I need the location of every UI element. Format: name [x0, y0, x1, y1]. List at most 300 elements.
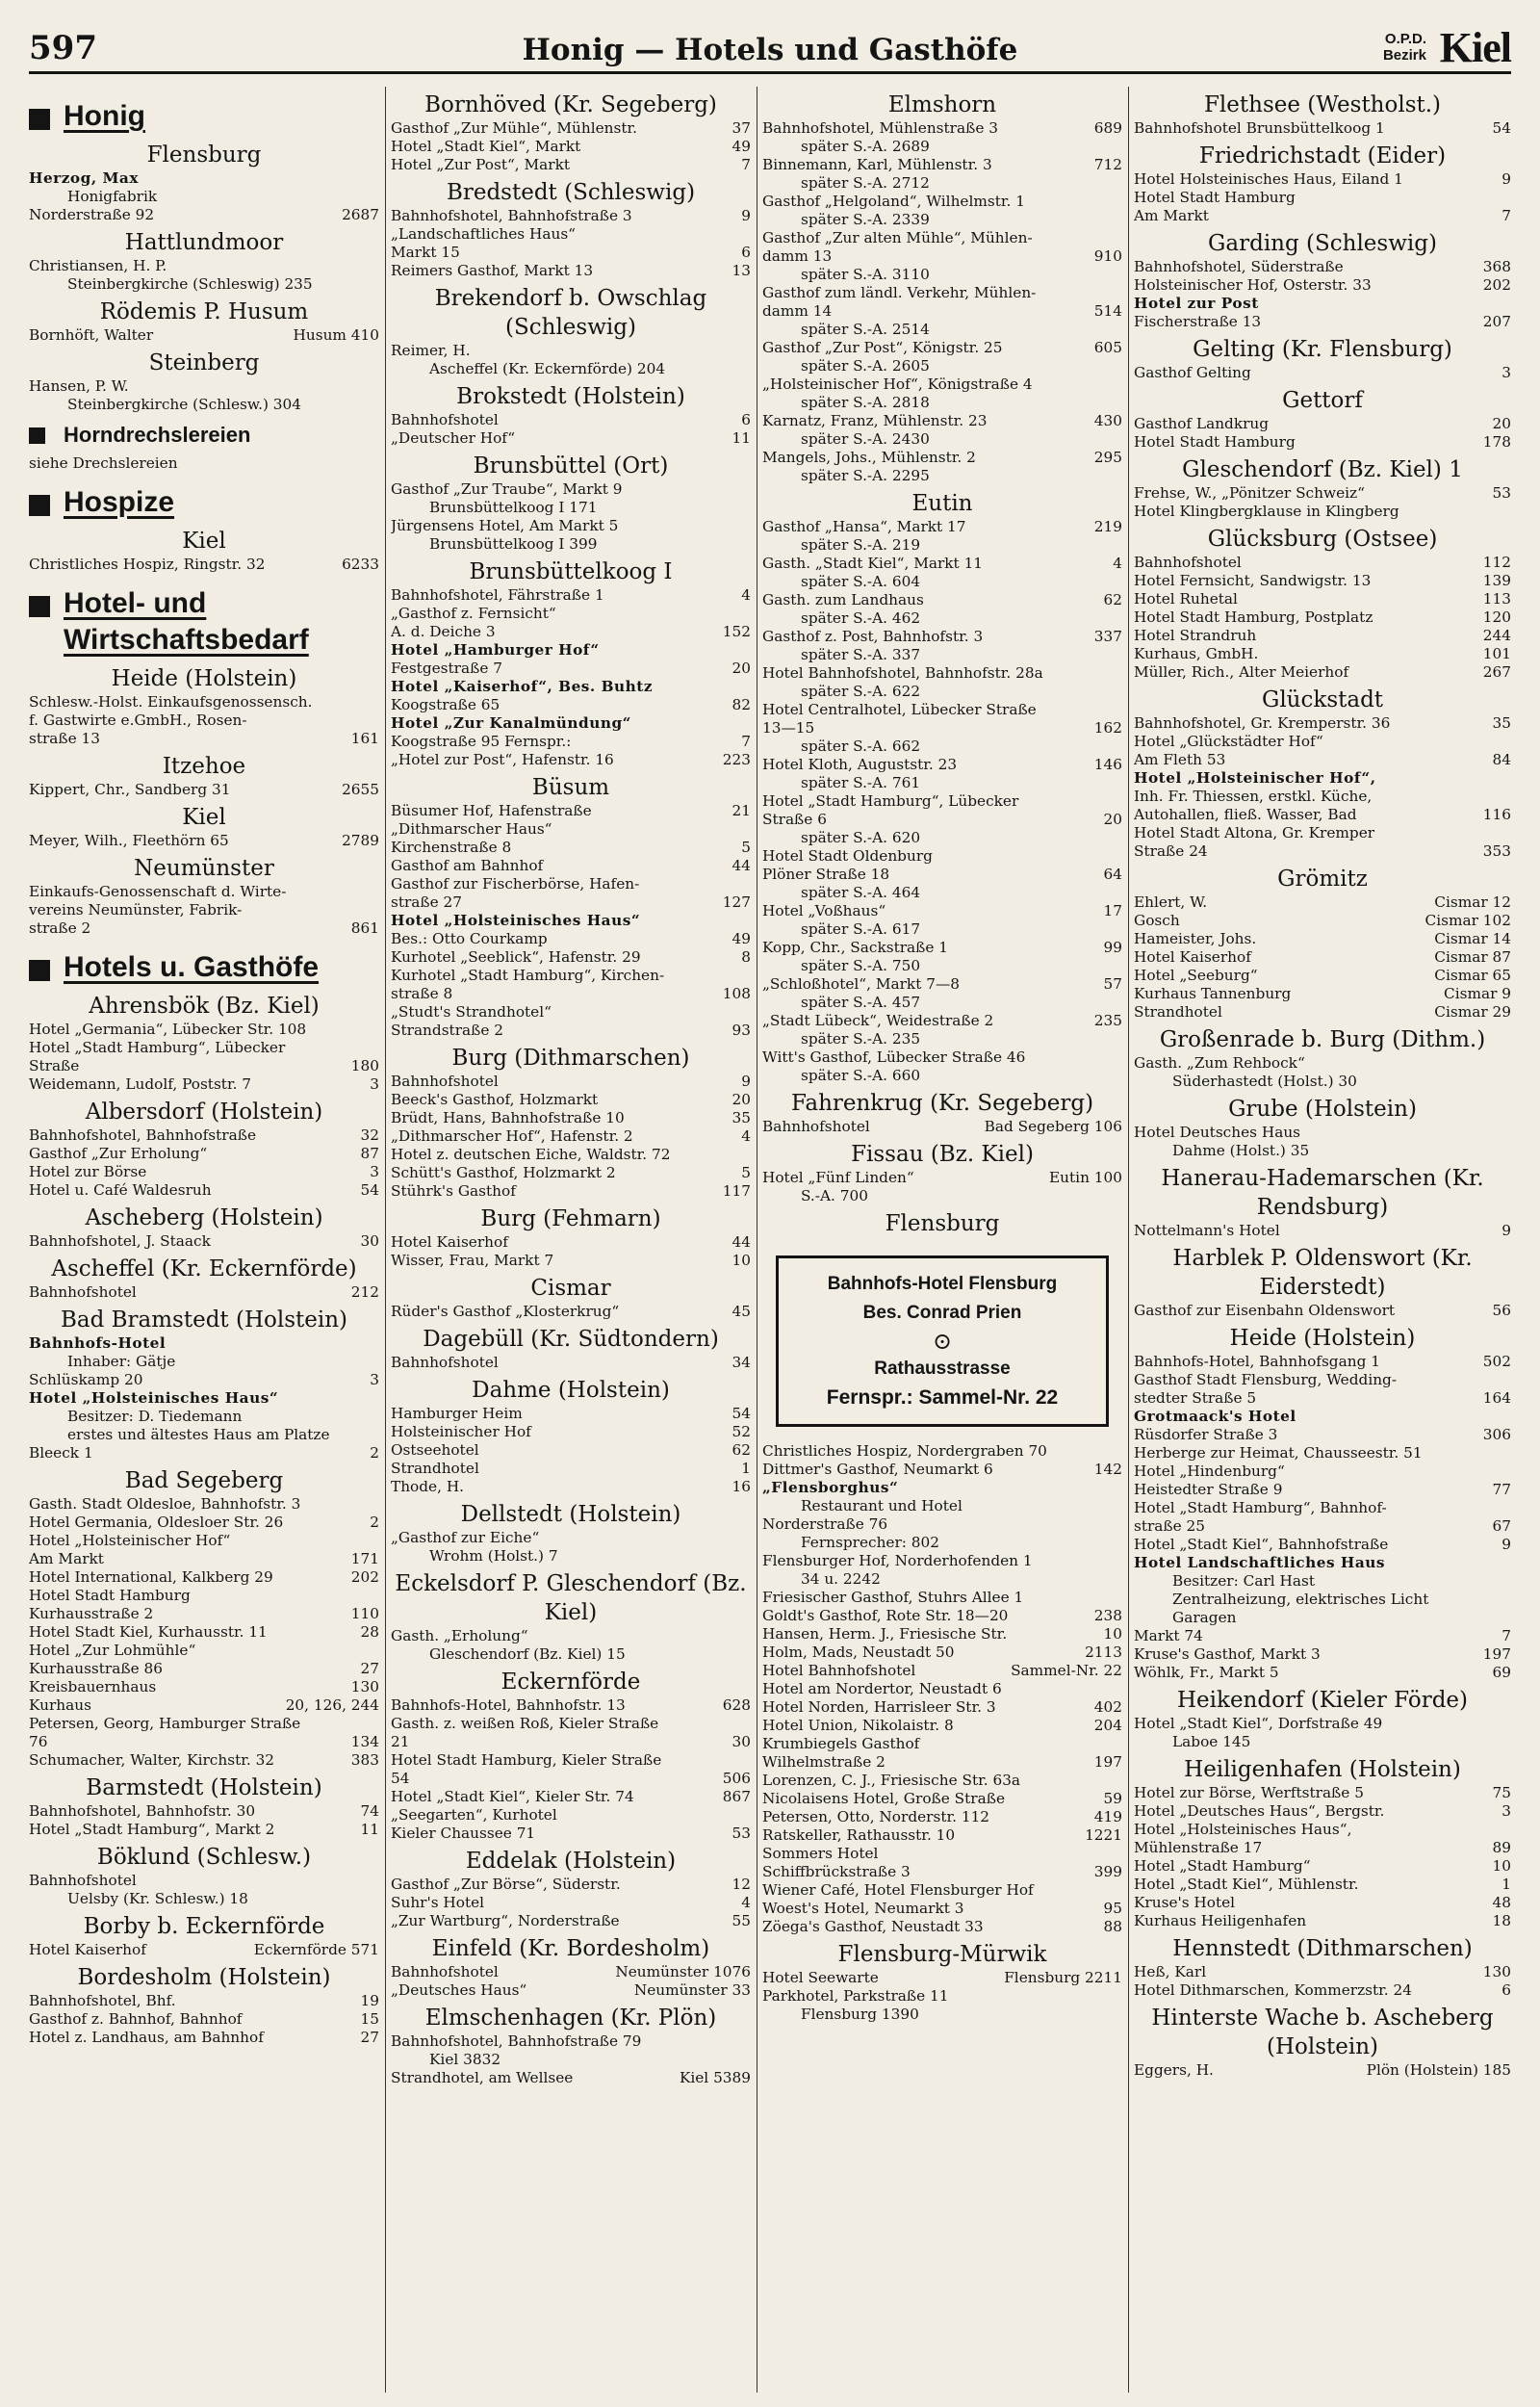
listing-row — [391, 207, 751, 225]
listing-name: Am Markt — [1134, 207, 1209, 224]
listing-phone: 9 — [1502, 170, 1511, 188]
town-heading: Kiel — [182, 529, 226, 554]
town-heading: Hattlundmoor — [124, 230, 284, 255]
listing-name: 76 — [29, 1733, 48, 1750]
listing-detail: Besitzer: D. Tiedemann — [67, 1408, 243, 1425]
listing-name: Hotel Strandruh — [1134, 627, 1257, 644]
town-heading: Glückstadt — [1261, 687, 1384, 712]
listing-row — [762, 284, 1122, 302]
listing-phone: 20 — [1492, 415, 1511, 432]
listing-row — [391, 1303, 751, 1321]
listing-row — [391, 623, 751, 641]
town-heading: Glücksburg (Ostsee) — [1207, 527, 1438, 552]
listing-row — [762, 1589, 1122, 1607]
listing-row — [1134, 503, 1511, 521]
listing-name: Hotel Stadt Hamburg, Kieler Straße — [391, 1751, 662, 1769]
listing-phone: 368 — [1482, 258, 1511, 275]
listing-row — [29, 1145, 379, 1163]
listing-row — [762, 1717, 1122, 1735]
listing-row — [29, 1802, 379, 1821]
listing-phone: 353 — [1482, 842, 1511, 860]
listing-row — [762, 1118, 1122, 1136]
listing-name: Hotel „Stadt Kiel“, Bahnhofstraße — [1134, 1536, 1389, 1553]
listing-phone: 689 — [1093, 119, 1122, 137]
town-heading: Büsum — [531, 775, 610, 800]
listing-name: 21 — [391, 1733, 410, 1750]
listing-phone: 9 — [1502, 1222, 1511, 1239]
listing-detail: erstes und ältestes Haus am Platze — [67, 1426, 330, 1443]
listing-name: Heistedter Straße 9 — [1134, 1481, 1283, 1498]
listing-name: Autohallen, fließ. Wasser, Bad — [1134, 806, 1357, 823]
listing-row — [391, 1182, 751, 1201]
listing-phone: 27 — [360, 1660, 379, 1677]
listing-phone: 9 — [741, 1073, 751, 1090]
listing-row — [762, 1790, 1122, 1808]
listing-phone: 1221 — [1085, 1826, 1122, 1844]
listing-row — [1134, 1054, 1511, 1073]
listing-phone: 93 — [732, 1022, 751, 1039]
listing-name: Hotel „Glückstädter Hof“ — [1134, 733, 1323, 750]
listing-row — [29, 169, 379, 188]
listing-phone: 134 — [350, 1733, 379, 1750]
ad-hotel-name: Bahnhofs-Hotel Flensburg — [827, 1274, 1058, 1294]
listing-row — [391, 1127, 751, 1146]
listing-phone: 77 — [1492, 1481, 1511, 1498]
listing-row — [762, 156, 1122, 174]
town-heading: Böklund (Schlesw.) — [96, 1845, 312, 1870]
listing-row — [29, 377, 379, 396]
listing-row — [1134, 364, 1511, 382]
town-heading: Elmshorn — [887, 92, 997, 117]
listing-detail: später S.-A. 2339 — [801, 211, 930, 228]
listing-phone: 5 — [741, 1164, 751, 1181]
listing-name: Bes.: Otto Courkamp — [391, 930, 548, 947]
listing-name: Nicolaisens Hotel, Große Straße — [762, 1790, 1005, 1807]
listing-name: „Dithmarscher Haus“ — [391, 820, 552, 838]
listing-name: Bahnhofshotel — [1134, 554, 1242, 571]
listing-phone: 28 — [360, 1623, 379, 1641]
town-heading: Großenrade b. Burg (Dithm.) — [1159, 1027, 1486, 1052]
ad-ornament-icon: ⊙ — [932, 1328, 953, 1355]
listing-detail: später S.-A. 3110 — [801, 266, 930, 283]
listing-name: Gasthof „Zur alten Mühle“, Mühlen- — [762, 229, 1033, 246]
listing-row — [391, 1806, 751, 1825]
listing-phone: 2 — [370, 1444, 379, 1462]
listing-row — [391, 930, 751, 948]
listing-row — [29, 1021, 379, 1039]
listing-row — [391, 1252, 751, 1270]
listing-row — [1134, 1784, 1511, 1802]
listing-phone: 4 — [741, 586, 751, 604]
listing-phone: 506 — [722, 1770, 751, 1787]
listing-name: Petersen, Otto, Norderstr. 112 — [762, 1808, 990, 1825]
listing-name: Herberge zur Heimat, Chausseestr. 51 — [1134, 1444, 1423, 1462]
listing-phone: 3 — [370, 1371, 379, 1388]
listing-row — [762, 1662, 1122, 1680]
column-1 — [29, 87, 379, 2393]
listing-name: Gasthof z. Bahnhof, Bahnhof — [29, 2010, 243, 2028]
listing-row — [1134, 1499, 1511, 1517]
listing-phone: 7 — [1502, 207, 1511, 224]
listing-name: Gasth. zum Landhaus — [762, 591, 924, 608]
listing-phone: 45 — [732, 1303, 751, 1320]
town-heading: Gettorf — [1282, 388, 1363, 413]
listing-row — [762, 1918, 1122, 1936]
listing-name: „Gasthof zur Eiche“ — [391, 1529, 540, 1546]
listing-phone: 32 — [360, 1126, 379, 1144]
listing-phone: Plön (Holstein) 185 — [1366, 2061, 1511, 2079]
column-divider — [385, 87, 386, 2393]
listing-name: Kurhaus Tannenburg — [1134, 985, 1292, 1002]
listing-name: Friesischer Gasthof, Stuhrs Allee 1 — [762, 1589, 1024, 1606]
listing-detail: Flensburg 1390 — [801, 2006, 919, 2023]
listing-phone: 56 — [1492, 1302, 1511, 1319]
listing-phone: 9 — [1502, 1536, 1511, 1553]
listing-phone: 202 — [350, 1568, 379, 1586]
listing-name: Bahnhofshotel Brunsbüttelkoog 1 — [1134, 119, 1385, 137]
listing-phone: 55 — [732, 1912, 751, 1929]
listing-name: Hotel Stadt Altona, Gr. Kremper — [1134, 824, 1375, 841]
listing-name: Hotel Bahnhofshotel — [762, 1662, 916, 1679]
listing-row — [1134, 1124, 1511, 1142]
listing-row — [762, 1479, 1122, 1497]
listing-phone: 108 — [722, 985, 751, 1002]
listing-row — [1134, 433, 1511, 452]
town-heading: Eckernförde — [500, 1669, 641, 1695]
listing-detail: später S.-A. 750 — [801, 957, 921, 974]
listing-row — [1134, 1821, 1511, 1839]
town-heading: Eckelsdorf P. Gleschendorf (Bz. Kiel) — [395, 1571, 747, 1625]
listing-row — [762, 449, 1122, 467]
listing-detail: Honigfabrik — [67, 188, 158, 205]
listing-row — [391, 225, 751, 244]
town-heading: Bredstedt (Schleswig) — [446, 180, 696, 205]
listing-name: Hotel „Stadt Hamburg“, Lübecker — [762, 792, 1019, 810]
listing-phone: 5 — [741, 839, 751, 856]
listing-detail: später S.-A. 617 — [801, 920, 921, 938]
listing-phone: 3 — [370, 1163, 379, 1180]
listing-row — [762, 412, 1122, 430]
listing-name: Gasth. z. weißen Roß, Kieler Straße — [391, 1715, 659, 1732]
listing-row — [1134, 189, 1511, 207]
listing-name: Kreisbauernhaus — [29, 1678, 157, 1695]
listing-phone: 48 — [1492, 1894, 1511, 1911]
listing-phone: 337 — [1093, 628, 1122, 645]
listing-name: Norderstraße 92 — [29, 206, 155, 223]
listing-phone: 910 — [1093, 247, 1122, 265]
listing-row — [1134, 554, 1511, 572]
listing-name: Kurhaus — [29, 1696, 91, 1714]
listing-row — [1134, 608, 1511, 627]
listing-name: Bahnhofshotel, Gr. Kremperstr. 36 — [1134, 714, 1391, 732]
listing-row — [391, 1233, 751, 1252]
listing-name: Hotel zur Börse, Werftstraße 5 — [1134, 1784, 1364, 1801]
listing-name: Hotel z. Landhaus, am Bahnhof — [29, 2029, 264, 2046]
listing-detail: Uelsby (Kr. Schlesw.) 18 — [67, 1890, 248, 1907]
listing-phone: 223 — [722, 751, 751, 768]
listing-row — [762, 847, 1122, 866]
town-heading: Bornhöved (Kr. Segeberg) — [424, 92, 717, 117]
listing-row — [391, 1788, 751, 1806]
listing-row — [1134, 572, 1511, 590]
listing-phone: 20 — [732, 660, 751, 677]
listing-row — [391, 820, 751, 839]
listing-phone: 402 — [1093, 1698, 1122, 1716]
listing-phone: 113 — [1482, 590, 1511, 608]
listing-row — [1134, 627, 1511, 645]
listing-row — [29, 1057, 379, 1075]
listing-detail: Garagen — [1172, 1609, 1237, 1626]
listing-name: Bahnhofshotel, Bahnhofstraße 3 — [391, 207, 632, 224]
listing-row — [29, 1181, 379, 1200]
listing-name: „Schloßhotel“, Markt 7—8 — [762, 975, 960, 993]
listing-row — [1134, 788, 1511, 806]
town-heading: Bad Bramstedt (Holstein) — [60, 1307, 348, 1333]
listing-row — [1134, 1894, 1511, 1912]
listing-name: Dittmer's Gasthof, Neumarkt 6 — [762, 1461, 993, 1478]
listing-phone: 13 — [732, 262, 751, 279]
listing-row — [762, 229, 1122, 247]
listing-row — [29, 1444, 379, 1462]
listing-phone: 204 — [1093, 1717, 1122, 1734]
listing-phone: 712 — [1093, 156, 1122, 173]
listing-row — [29, 883, 379, 901]
listing-row — [1134, 769, 1511, 788]
listing-phone: 306 — [1482, 1426, 1511, 1443]
listing-name: Zöega's Gasthof, Neustadt 33 — [762, 1918, 984, 1935]
listing-row — [762, 375, 1122, 394]
listing-phone: 267 — [1482, 663, 1511, 681]
listing-name: Karnatz, Franz, Mühlenstr. 23 — [762, 412, 988, 429]
town-heading: Dagebüll (Kr. Südtondern) — [423, 1327, 719, 1352]
listing-row — [29, 1568, 379, 1587]
listing-name: Reimers Gasthof, Markt 13 — [391, 262, 594, 279]
listing-name: Grotmaack's Hotel — [1134, 1408, 1296, 1425]
listing-detail: Zentralheizung, elektrisches Licht — [1172, 1591, 1429, 1608]
town-heading: Brunsbüttelkoog I — [469, 559, 673, 584]
listing-name: Stührk's Gasthof — [391, 1182, 516, 1200]
listing-row — [762, 1753, 1122, 1772]
section-heading — [29, 98, 379, 135]
listing-row — [29, 1514, 379, 1532]
listing-name: Kurhotel „Seeblick“, Hafenstr. 29 — [391, 948, 641, 966]
listing-row — [391, 1912, 751, 1930]
listing-phone: 861 — [350, 919, 379, 937]
listing-name: Bahnhofshotel — [29, 1283, 137, 1301]
listing-name: Bahnhofshotel, Bahnhofstraße — [29, 1126, 257, 1144]
listing-row — [29, 1371, 379, 1389]
listing-name: Beeck's Gasthof, Holzmarkt — [391, 1091, 599, 1108]
listing-name: Kopp, Chr., Sackstraße 1 — [762, 939, 949, 956]
listing-phone: 1 — [741, 1460, 751, 1477]
listing-detail: später S.-A. 2605 — [801, 357, 930, 375]
listing-detail: später S.-A. 2689 — [801, 138, 930, 155]
listing-row — [391, 2032, 751, 2051]
listing-row — [1134, 893, 1511, 912]
listing-name: Hotel Union, Nikolaistr. 8 — [762, 1717, 954, 1734]
listing-name: Mühlenstraße 17 — [1134, 1839, 1263, 1856]
town-heading: Eutin — [911, 491, 973, 516]
town-heading: Grube (Holstein) — [1228, 1097, 1417, 1122]
town-heading: Kiel — [182, 805, 226, 830]
listing-row — [1134, 1627, 1511, 1645]
listing-name: Hotel „Zur Lohmühle“ — [29, 1642, 196, 1659]
listing-name: Hotel zur Post — [1134, 295, 1259, 312]
listing-name: Müller, Rich., Alter Meierhof — [1134, 663, 1349, 681]
listing-name: Strandhotel, am Wellsee — [391, 2069, 574, 2086]
listing-phone: 53 — [732, 1825, 751, 1842]
listing-name: straße 25 — [1134, 1517, 1206, 1535]
listing-row — [29, 1232, 379, 1251]
listing-name: Hotel Stadt Hamburg, Postplatz — [1134, 608, 1373, 626]
listing-phone: 2687 — [342, 206, 379, 223]
listing-phone: Kiel 5389 — [679, 2069, 751, 2086]
listing-name: Hotel „Stadt Kiel“, Dorfstraße 49 — [1134, 1715, 1383, 1732]
listing-row — [1134, 1003, 1511, 1022]
listing-name: Einkaufs-Genossenschaft d. Wirte- — [29, 883, 287, 900]
listing-detail: Laboe 145 — [1172, 1733, 1251, 1750]
listing-name: „Stadt Lübeck“, Weidestraße 2 — [762, 1012, 994, 1029]
column-4 — [1134, 87, 1511, 2393]
listing-phone: 67 — [1492, 1517, 1511, 1535]
listing-phone: 127 — [722, 893, 751, 911]
listing-phone: 59 — [1103, 1790, 1122, 1807]
listing-row — [1134, 842, 1511, 861]
listing-detail: später S.-A. 604 — [801, 573, 921, 590]
listing-name: „Hotel zur Post“, Hafenstr. 16 — [391, 751, 614, 768]
listing-name: „Deutsches Haus“ — [391, 1981, 527, 1999]
listing-row — [1134, 258, 1511, 276]
town-heading: Cismar — [530, 1276, 611, 1301]
town-heading: Neumünster — [134, 856, 274, 881]
page-number: 597 — [29, 29, 97, 67]
listing-row — [1134, 912, 1511, 930]
listing-name: Gasthof Gelting — [1134, 364, 1251, 381]
listing-row — [1134, 645, 1511, 663]
listing-detail: Steinbergkirche (Schlesw.) 304 — [67, 396, 302, 413]
listing-name: Hotel Kaiserhof — [1134, 948, 1251, 966]
listing-detail: später S.-A. 662 — [801, 738, 921, 755]
listing-name: Hotel „Zur Post“, Markt — [391, 156, 571, 173]
listing-name: Fischerstraße 13 — [1134, 313, 1262, 330]
listing-name: Bahnhofshotel — [762, 1118, 870, 1135]
listing-row — [391, 733, 751, 751]
listing-phone: 20 — [732, 1091, 751, 1108]
listing-row — [1134, 1481, 1511, 1499]
listing-row — [762, 756, 1122, 774]
listing-row — [391, 875, 751, 893]
listing-phone: 49 — [732, 138, 751, 155]
column-divider — [1128, 87, 1129, 2393]
listing-name: Bahnhofs-Hotel, Bahnhofsgang 1 — [1134, 1353, 1380, 1370]
listing-phone: 37 — [732, 119, 751, 137]
listing-row — [1134, 313, 1511, 331]
listing-phone: 4 — [741, 1894, 751, 1911]
listing-row — [29, 1495, 379, 1514]
town-heading: Fissau (Bz. Kiel) — [851, 1142, 1034, 1167]
town-heading: Eddelak (Holstein) — [465, 1849, 677, 1874]
listing-name: Frehse, W., „Pönitzer Schweiz“ — [1134, 484, 1365, 502]
listing-row — [391, 138, 751, 156]
listing-phone: Cismar 9 — [1444, 985, 1511, 1002]
listing-name: Thode, H. — [391, 1478, 465, 1495]
listing-row — [29, 1039, 379, 1057]
listing-phone: 178 — [1482, 433, 1511, 451]
listing-row — [391, 1876, 751, 1894]
listing-row — [762, 1987, 1122, 2006]
listing-phone: 3 — [370, 1075, 379, 1093]
listing-phone: 101 — [1482, 645, 1511, 662]
listing-phone: 514 — [1093, 302, 1122, 320]
listing-name: Bahnhofshotel, Bhf. — [29, 1992, 176, 2009]
listing-name: Schlüskamp 20 — [29, 1371, 143, 1388]
listing-name: Plöner Straße 18 — [762, 866, 890, 883]
listing-detail: später S.-A. 660 — [801, 1067, 921, 1084]
listing-phone: 6 — [1502, 1981, 1511, 1999]
listing-name: Hotel „Kaiserhof“, Bes. Buhtz — [391, 678, 654, 695]
listing-phone: 2789 — [342, 832, 379, 849]
listing-row — [1134, 1302, 1511, 1320]
listing-row — [391, 244, 751, 262]
listing-name: Hotel Centralhotel, Lübecker Straße — [762, 701, 1037, 718]
listing-row — [1134, 1426, 1511, 1444]
town-heading: Dahme (Holstein) — [472, 1378, 670, 1403]
listing-name: Strandhotel — [391, 1460, 479, 1477]
listing-name: Meyer, Wilh., Fleethörn 65 — [29, 832, 229, 849]
listing-name: Hotel zur Börse — [29, 1163, 147, 1180]
listing-phone: 152 — [722, 623, 751, 640]
listing-name: Bahnhofshotel, Süderstraße — [1134, 258, 1344, 275]
listing-name: Gasthof „Zur Post“, Königstr. 25 — [762, 339, 1003, 356]
listing-name: Jürgensens Hotel, Am Markt 5 — [391, 517, 619, 534]
listing-phone: 84 — [1492, 751, 1511, 768]
listing-phone: 44 — [732, 857, 751, 874]
listing-row — [1134, 1353, 1511, 1371]
section-marker — [29, 596, 50, 617]
listing-name: Hotel Ruhetal — [1134, 590, 1238, 608]
town-heading: Ascheberg (Holstein) — [85, 1205, 323, 1230]
listing-name: Strandstraße 2 — [391, 1022, 503, 1039]
district-name: Kiel — [1439, 24, 1511, 71]
listing-name: Hotel „Holsteinisches Haus“ — [29, 1389, 279, 1407]
advertisement-box — [776, 1255, 1109, 1427]
listing-phone: 2655 — [342, 781, 379, 798]
listing-name: Hotel „Holsteinischer Hof“ — [29, 1532, 231, 1549]
listing-phone: 16 — [732, 1478, 751, 1495]
listing-row — [1134, 1554, 1511, 1572]
listing-name: Straße 6 — [762, 811, 827, 828]
town-heading: Elmschenhagen (Kr. Plön) — [424, 2006, 717, 2031]
listing-name: Christiansen, H. P. — [29, 257, 167, 274]
listing-detail: später S.-A. 2295 — [801, 467, 930, 484]
listing-phone: 1 — [1502, 1876, 1511, 1893]
listing-name: Am Markt — [29, 1550, 104, 1567]
listing-phone: 19 — [360, 1992, 379, 2009]
listing-phone: 21 — [732, 802, 751, 819]
listing-name: Hotel „Deutsches Haus“, Bergstr. — [1134, 1802, 1385, 1820]
listing-phone: 383 — [350, 1751, 379, 1769]
listing-row — [1134, 207, 1511, 225]
listing-phone: 62 — [1103, 591, 1122, 608]
listing-name: Koogstraße 95 Fernspr.: — [391, 733, 572, 750]
listing-phone: 20 — [1103, 811, 1122, 828]
listing-name: Krumbiegels Gasthof — [762, 1735, 920, 1752]
listing-phone: 10 — [732, 1252, 751, 1269]
listing-name: Kirchenstraße 8 — [391, 839, 512, 856]
listing-detail: später S.-A. 464 — [801, 884, 921, 901]
listing-name: Schumacher, Walter, Kirchstr. 32 — [29, 1751, 275, 1769]
listing-phone: Cismar 14 — [1434, 930, 1511, 947]
